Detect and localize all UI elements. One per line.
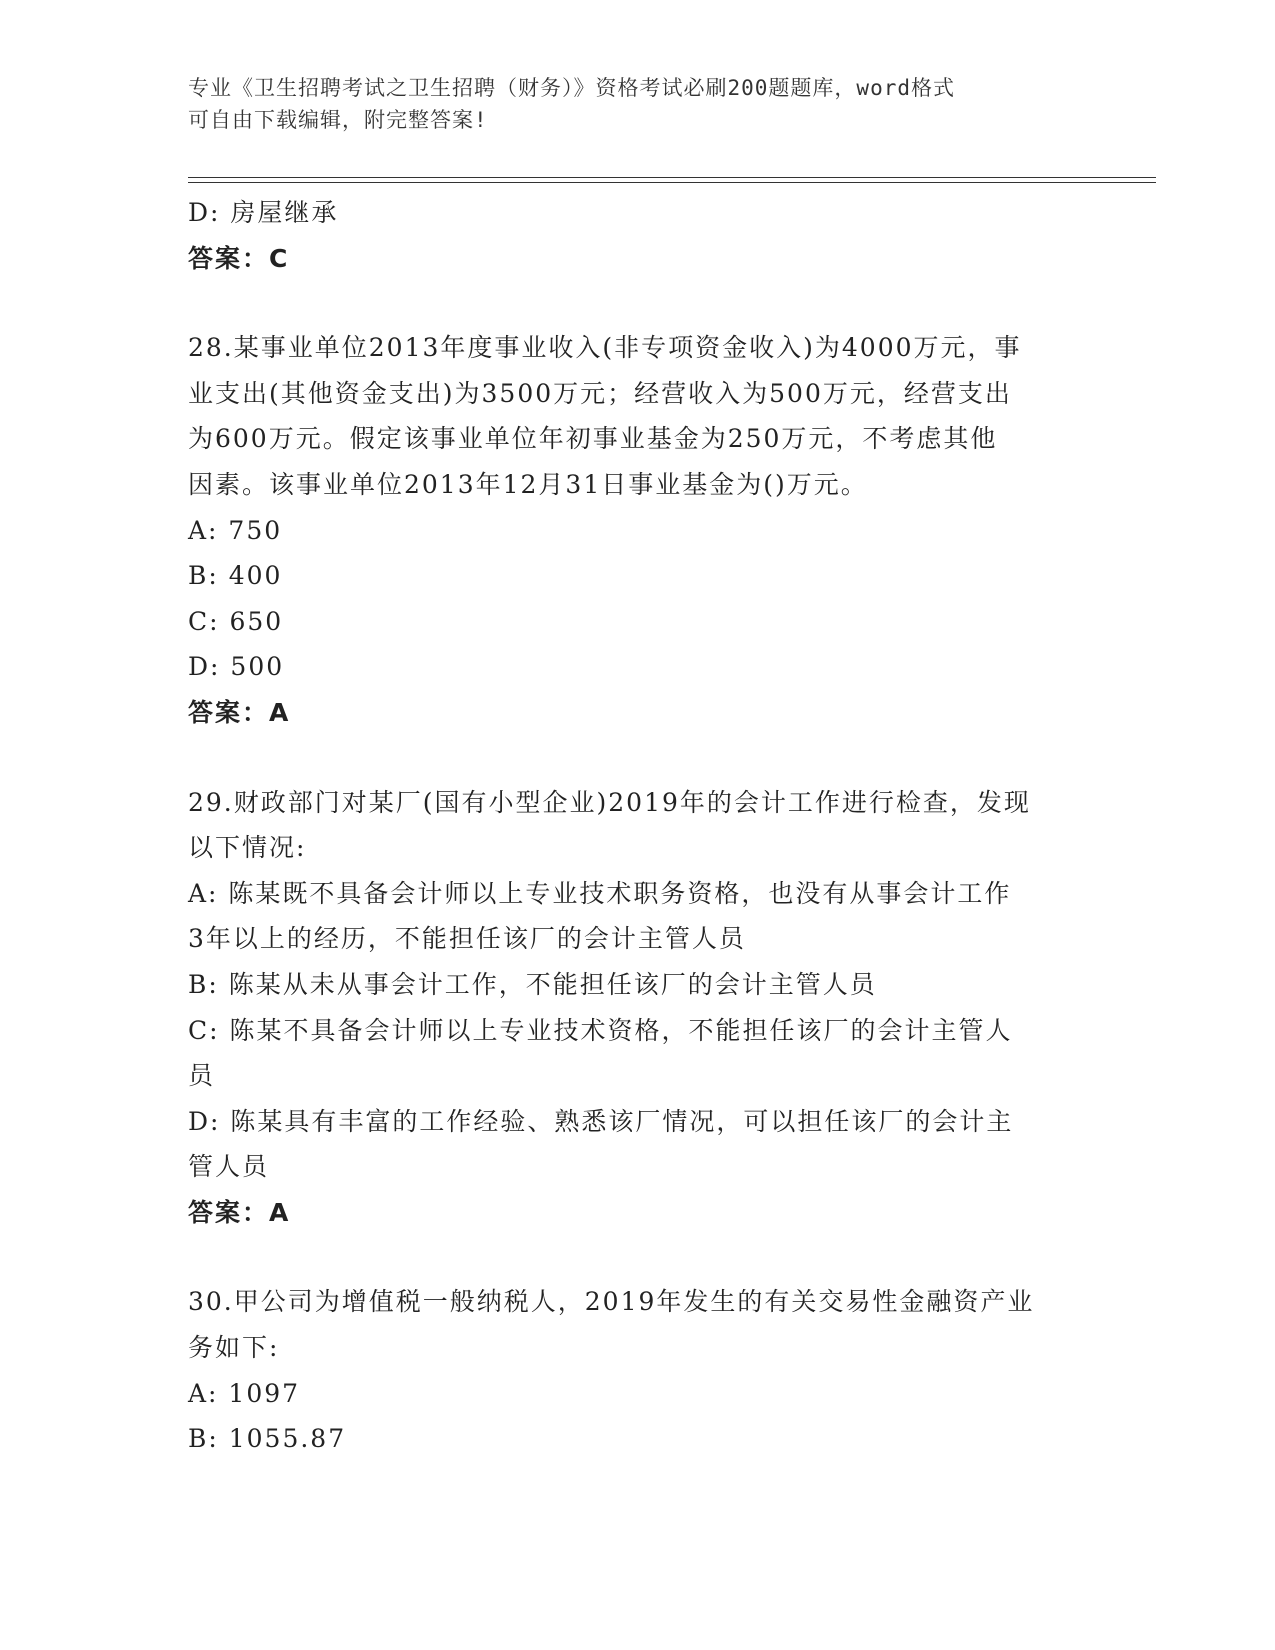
question-29 <box>188 780 1088 1236</box>
option-d: D: 500 <box>188 652 285 682</box>
question-stem-line: 业支出(其他资金支出)为3500万元；经营收入为500万元，经营支出 <box>188 378 1012 408</box>
option-a-continued: 3年以上的经历，不能担任该厂的会计主管人员 <box>188 924 746 954</box>
header-line-2: 可自由下载编辑，附完整答案! <box>188 108 488 132</box>
question-stem-line: 29.财政部门对某厂(国有小型企业)2019年的会计工作进行检查，发现 <box>188 787 1031 817</box>
question-stem-line: 30.甲公司为增值税一般纳税人，2019年发生的有关交易性金融资产业 <box>188 1287 1035 1317</box>
option-d: D: 陈某具有丰富的工作经验、熟悉该厂情况，可以担任该厂的会计主 <box>188 1106 1014 1136</box>
prev-answer: 答案：C <box>188 243 290 273</box>
option-d-continued: 管人员 <box>188 1152 270 1182</box>
document-body <box>188 190 1088 1462</box>
option-b: B: 400 <box>188 561 283 591</box>
prev-option-d: D: 房屋继承 <box>188 198 339 227</box>
header-rule-bottom <box>188 182 1156 183</box>
header-line-1: 专业《卫生招聘考试之卫生招聘（财务）》资格考试必刷200题题库，word格式 <box>188 76 955 100</box>
option-c: C: 陈某不具备会计师以上专业技术资格，不能担任该厂的会计主管人 <box>188 1015 1013 1045</box>
answer: 答案：A <box>188 1197 291 1227</box>
option-b: B: 1055.87 <box>188 1424 347 1454</box>
option-a: A: 1097 <box>188 1378 301 1408</box>
header-rule-top <box>188 177 1156 178</box>
spacer <box>188 281 1088 325</box>
question-28 <box>188 325 1088 735</box>
question-30 <box>188 1279 1088 1461</box>
option-a: A: 陈某既不具备会计师以上专业技术职务资格，也没有从事会计工作 <box>188 878 1012 908</box>
option-a: A: 750 <box>188 515 283 545</box>
spacer <box>188 1235 1088 1279</box>
question-stem-line: 因素。该事业单位2013年12月31日事业基金为()万元。 <box>188 469 868 499</box>
question-stem-line: 为600万元。假定该事业单位年初事业基金为250万元，不考虑其他 <box>188 424 998 454</box>
question-stem-line: 务如下: <box>188 1333 280 1363</box>
document-header <box>188 72 1068 136</box>
answer: 答案：A <box>188 697 291 727</box>
question-stem-line: 以下情况: <box>188 833 307 863</box>
option-b: B: 陈某从未从事会计工作，不能担任该厂的会计主管人员 <box>188 969 877 999</box>
spacer <box>188 736 1088 780</box>
option-c: C: 650 <box>188 606 284 636</box>
option-c-continued: 员 <box>188 1061 216 1091</box>
question-stem-line: 28.某事业单位2013年度事业收入(非专项资金收入)为4000万元，事 <box>188 333 1022 363</box>
